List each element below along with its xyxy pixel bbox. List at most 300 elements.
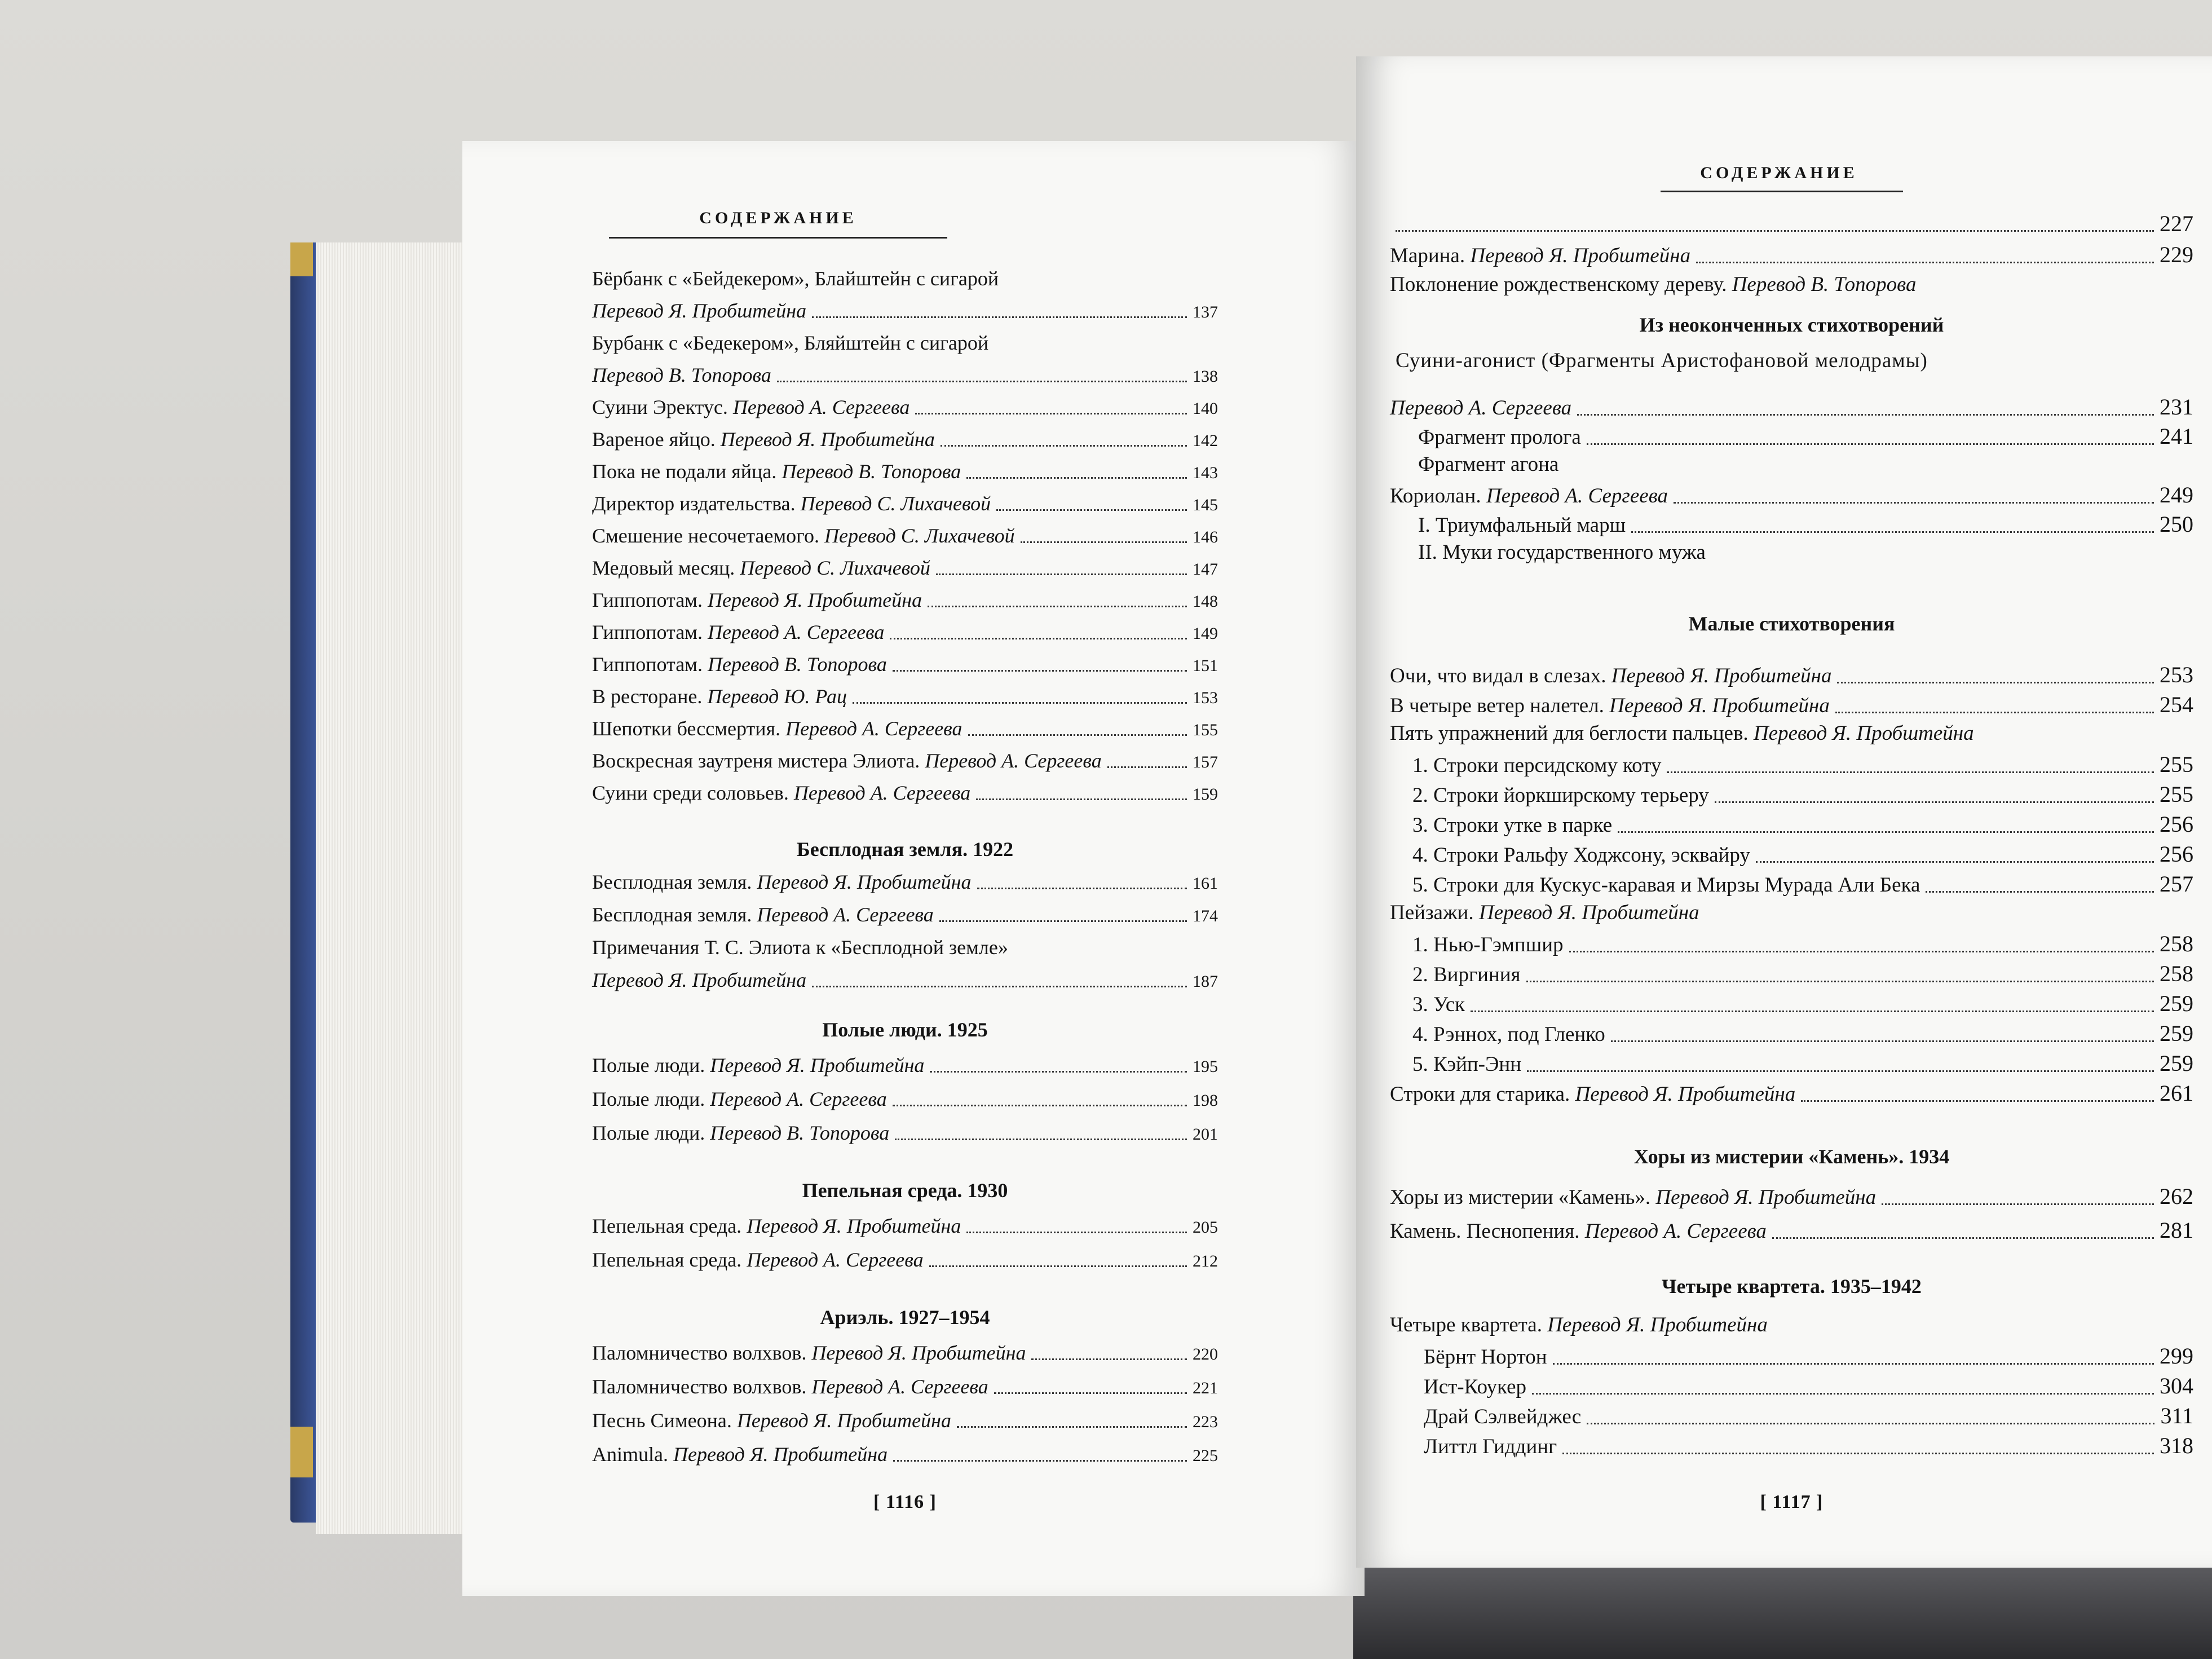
entry-name: Бесплодная земля. <box>592 903 752 926</box>
dot-leader <box>930 1071 1187 1073</box>
page-number-folio: [ 1116 ] <box>873 1492 937 1512</box>
entry-translator: Перевод А. Сергеева <box>1584 1220 1767 1243</box>
entry-name: Примечания Т. С. Элиота к «Бесплодной земле» <box>592 936 1008 959</box>
entry-translator: Перевод Ю. Рац <box>707 685 847 708</box>
entry-page-number: 146 <box>1193 528 1218 546</box>
entry-title <box>592 750 1102 773</box>
entry-name: Бёрбанк с «Бейдекером», Блайштейн с сигарой <box>592 267 999 290</box>
entry-title <box>1412 994 1465 1017</box>
section-heading: Пепельная среда. 1930 <box>802 1179 1008 1202</box>
dot-leader <box>1532 1393 2154 1395</box>
entry-name: II. Муки государственного мужа <box>1418 541 1706 564</box>
entry-title <box>1390 485 1668 508</box>
entry-page-number: 155 <box>1193 721 1218 739</box>
entry-title <box>592 1444 888 1466</box>
entry-title <box>592 300 806 323</box>
dot-leader <box>915 413 1187 414</box>
toc-entry <box>1390 483 2193 508</box>
dot-leader <box>939 920 1187 922</box>
entry-title <box>592 364 771 387</box>
entry-translator: Перевод В. Топорова <box>1732 273 1917 296</box>
entry-translator: Перевод А. Сергеева <box>707 621 885 643</box>
toc-entry <box>592 937 1218 959</box>
entry-title <box>1390 1186 1876 1210</box>
entry-translator: Перевод А. Сергеева <box>757 903 934 926</box>
entry-page-number: 198 <box>1193 1091 1218 1110</box>
entry-page-number: 299 <box>2160 1343 2193 1369</box>
dot-leader <box>893 1460 1187 1462</box>
dot-leader <box>1801 1100 2154 1102</box>
page-header: СОДЕРЖАНИЕ <box>699 209 857 227</box>
toc-entry <box>1412 1051 2193 1076</box>
entry-translator: Перевод А. Сергеева <box>925 749 1102 772</box>
entry-translator: Перевод Я. Пробштейна <box>811 1342 1026 1364</box>
right-page <box>1356 56 2212 1568</box>
toc-entry <box>592 1215 1218 1238</box>
entry-name: Бурбанк с «Бедекером», Бляйштейн с сигарой <box>592 332 989 354</box>
entry-page-number: 227 <box>2160 211 2193 236</box>
entry-title <box>592 525 1015 548</box>
entry-name: Пепельная среда. <box>592 1215 742 1237</box>
entry-page-number: 256 <box>2160 811 2193 837</box>
dot-leader <box>1837 682 2154 683</box>
entry-title <box>592 1054 924 1077</box>
toc-entry <box>592 557 1218 580</box>
entry-translator: Перевод Я. Пробштейна <box>736 1409 951 1432</box>
entry-title <box>1390 722 1974 745</box>
dot-leader <box>968 734 1187 736</box>
entry-translator: Перевод А. Сергеева <box>710 1088 887 1110</box>
dot-leader <box>777 381 1187 382</box>
dot-leader <box>977 888 1187 889</box>
page-number-folio: [ 1117 ] <box>1760 1492 1824 1512</box>
toc-entry <box>1390 663 2193 688</box>
toc-entry <box>1412 991 2193 1017</box>
entry-title <box>1424 1376 1526 1399</box>
dot-leader <box>1587 443 2154 445</box>
entry-name: 5. Кэйп-Энн <box>1412 1053 1522 1076</box>
entry-page-number: 221 <box>1193 1379 1218 1397</box>
toc-entry <box>592 300 1218 323</box>
dot-leader <box>1031 1358 1187 1360</box>
entry-translator: Перевод Я. Пробштейна <box>1655 1186 1877 1209</box>
entry-name: Пока не подали яйца. <box>592 460 777 483</box>
dot-leader <box>1756 861 2154 863</box>
entry-name: Ист-Коукер <box>1424 1375 1527 1398</box>
toc-entry <box>592 364 1218 387</box>
dot-leader <box>966 477 1187 479</box>
entry-title <box>1424 1406 1581 1429</box>
entry-translator: Перевод Я. Пробштейна <box>1470 244 1691 267</box>
entry-translator: Перевод Я. Пробштейна <box>720 428 935 451</box>
entry-name: Суини среди соловьев. <box>592 782 789 804</box>
entry-title <box>592 1410 951 1432</box>
entry-title <box>1412 1053 1521 1076</box>
toc-entry <box>1424 1404 2193 1429</box>
entry-name: Фрагмент агона <box>1418 453 1559 476</box>
dot-leader <box>1471 1011 2154 1012</box>
toc-entry <box>592 332 1218 355</box>
entry-page-number: 157 <box>1193 753 1218 771</box>
entry-title <box>592 396 909 419</box>
entry-title <box>592 1342 1026 1365</box>
toc-entry <box>1390 242 2193 268</box>
entry-translator: Перевод А. Сергеева <box>785 717 962 740</box>
header-rule <box>1661 191 1903 192</box>
toc-entry <box>1412 752 2193 778</box>
entry-page-number: 254 <box>2160 692 2193 717</box>
dot-leader <box>1526 981 2154 982</box>
entry-translator: Перевод С. Лихачевой <box>824 524 1015 547</box>
entry-name: Хоры из мистерии «Камень». <box>1390 1186 1651 1209</box>
entry-name: 4. Строки Ральфу Ходжсону, эсквайру <box>1412 844 1750 867</box>
toc-entry <box>1390 1081 2193 1106</box>
toc-entry <box>592 782 1218 805</box>
entry-title <box>592 1122 889 1145</box>
entry-page-number: 318 <box>2160 1433 2193 1458</box>
entry-title <box>592 718 962 740</box>
entry-name: Гиппопотам. <box>592 589 703 611</box>
entry-name: Литтл Гиддинг <box>1424 1435 1557 1458</box>
dot-leader <box>1715 801 2154 803</box>
toc-entry <box>592 493 1218 515</box>
toc-entry <box>1412 812 2193 837</box>
dot-leader <box>1835 712 2154 713</box>
entry-title <box>592 1249 924 1272</box>
toc-entry <box>592 268 1218 290</box>
dot-leader <box>1553 1363 2154 1365</box>
book-base-shadow <box>1353 1568 2212 1659</box>
entry-name: Бесплодная земля. <box>592 871 752 893</box>
dot-leader <box>928 606 1187 607</box>
entry-title <box>592 686 847 708</box>
entry-title <box>592 621 884 644</box>
entry-title <box>1412 844 1750 867</box>
toc-entry <box>592 904 1218 926</box>
toc-entry <box>1390 1218 2193 1243</box>
entry-page-number: 212 <box>1193 1252 1218 1270</box>
entry-name: Четыре квартета. <box>1390 1313 1542 1336</box>
entry-title <box>592 871 972 894</box>
entry-page-number: 261 <box>2160 1080 2193 1106</box>
dot-leader <box>1107 766 1187 768</box>
entry-page-number: 140 <box>1193 399 1218 418</box>
entry-translator: Перевод Я. Пробштейна <box>1547 1313 1768 1336</box>
entry-page-number: 187 <box>1193 972 1218 991</box>
entry-page-number: 149 <box>1193 624 1218 643</box>
entry-translator: Перевод Я. Пробштейна <box>673 1443 888 1466</box>
entry-page-number: 255 <box>2160 782 2193 807</box>
entry-name: В четыре ветер налетел. <box>1390 694 1604 717</box>
entry-name: Очи, что видал в слезах. <box>1390 664 1606 687</box>
entry-title <box>1390 273 1916 297</box>
page-header: СОДЕРЖАНИЕ <box>1700 164 1858 182</box>
entry-page-number: 201 <box>1193 1125 1218 1144</box>
entry-name: Фрагмент пролога <box>1418 426 1581 449</box>
page-edges-left <box>316 242 468 1534</box>
dot-leader <box>893 1105 1187 1106</box>
entry-title <box>1390 397 1571 420</box>
dot-leader <box>1569 951 2154 952</box>
entry-name: Пейзажи. <box>1390 901 1474 924</box>
entry-name: 3. Строки утке в парке <box>1412 814 1613 837</box>
entry-page-number: 311 <box>2160 1403 2193 1428</box>
entry-page-number: 161 <box>1193 874 1218 893</box>
toc-entry <box>592 686 1218 708</box>
entry-title <box>1390 665 1831 688</box>
toc-entry <box>592 654 1218 676</box>
entry-page-number: 137 <box>1193 303 1218 321</box>
toc-entry <box>592 1376 1218 1398</box>
toc-entry <box>592 1342 1218 1365</box>
entry-title <box>1390 1314 1768 1337</box>
entry-page-number: 151 <box>1193 656 1218 675</box>
dot-leader <box>1577 414 2154 416</box>
entry-page-number: 249 <box>2160 482 2193 508</box>
toc-entry <box>1418 424 2193 449</box>
entry-title <box>592 493 991 515</box>
toc-entry <box>592 871 1218 894</box>
section-heading: Малые стихотворения <box>1688 612 1895 635</box>
toc-entry <box>592 969 1218 992</box>
section-heading: Бесплодная земля. 1922 <box>796 838 1014 861</box>
toc-entry <box>592 718 1218 740</box>
entry-name: Бёрнт Нортон <box>1424 1345 1547 1369</box>
entry-page-number: 256 <box>2160 841 2193 867</box>
entry-title <box>592 904 934 926</box>
toc-entry <box>1424 1374 2193 1399</box>
entry-title <box>592 268 999 290</box>
section-heading: Хоры из мистерии «Камень». 1934 <box>1633 1145 1950 1168</box>
entry-page-number: 153 <box>1193 689 1218 707</box>
entry-name: Поклонение рождественскому дереву. <box>1390 273 1727 296</box>
toc-entry <box>1418 541 2193 564</box>
entry-translator: Перевод С. Лихачевой <box>800 492 991 515</box>
entry-name: Песнь Симеона. <box>592 1409 732 1432</box>
entry-translator: Перевод А. Сергеева <box>1486 484 1668 508</box>
entry-page-number: 257 <box>2160 871 2193 897</box>
entry-name: Строки для старика. <box>1390 1083 1570 1106</box>
toc-entry <box>1412 932 2193 957</box>
entry-title <box>1390 695 1830 718</box>
entry-page-number: 259 <box>2160 991 2193 1016</box>
entry-translator: Перевод В. Топорова <box>707 653 887 676</box>
entry-translator: Перевод А. Сергеева <box>811 1375 988 1398</box>
toc-entry <box>1390 692 2193 718</box>
entry-translator: Перевод Я. Пробштейна <box>707 589 922 611</box>
entry-page-number: 250 <box>2160 511 2193 537</box>
entry-name: 1. Строки персидскому коту <box>1412 754 1662 777</box>
entry-translator: Перевод Я. Пробштейна <box>1478 901 1699 924</box>
cover-gilt-corner-top <box>290 242 313 276</box>
toc-entry <box>1412 782 2193 808</box>
dot-leader <box>1587 1423 2154 1424</box>
dot-leader <box>936 573 1187 575</box>
dot-leader <box>996 509 1187 511</box>
entry-name: Полые люди. <box>592 1122 705 1144</box>
entry-name: Марина. <box>1390 244 1465 267</box>
toc-entry <box>1390 722 2193 745</box>
entry-page-number: 138 <box>1193 367 1218 386</box>
toc-entry <box>1412 1021 2193 1047</box>
toc-entry <box>592 1054 1218 1077</box>
entry-name: Медовый месяц. <box>592 557 735 579</box>
dot-leader <box>1696 262 2154 263</box>
entry-name: Полые люди. <box>592 1088 705 1110</box>
section-heading: Ариэль. 1927–1954 <box>820 1306 990 1329</box>
section-heading: Полые люди. 1925 <box>822 1018 988 1041</box>
entry-translator: Перевод А. Сергеева <box>793 782 971 804</box>
dot-leader <box>1667 771 2154 773</box>
entry-title <box>592 782 970 805</box>
dot-leader <box>976 798 1187 800</box>
toc-entry <box>1418 453 2193 476</box>
entry-name: Воскресная заутреня мистера Элиота. <box>592 749 920 772</box>
dot-leader <box>1527 1070 2154 1072</box>
dot-leader <box>941 445 1187 447</box>
entry-page-number: 223 <box>1193 1413 1218 1431</box>
entry-name: Шепотки бессмертия. <box>592 717 781 740</box>
toc-entry <box>592 621 1218 644</box>
toc-entry <box>1390 1314 2193 1337</box>
dot-leader <box>1772 1237 2154 1239</box>
toc-entry <box>592 429 1218 451</box>
toc-entry <box>592 396 1218 419</box>
entry-translator: Перевод Я. Пробштейна <box>747 1215 961 1237</box>
toc-entry <box>1390 273 2193 297</box>
entry-translator: Перевод Я. Пробштейна <box>1609 694 1830 717</box>
entry-title <box>1418 541 1706 564</box>
entry-title <box>1390 1220 1767 1243</box>
entry-page-number: 258 <box>2160 961 2193 986</box>
entry-name: 5. Строки для Кускус-каравая и Мирзы Мурада Али Бека <box>1412 873 1920 897</box>
entry-name: Гиппопотам. <box>592 621 703 643</box>
entry-page-number: 241 <box>2160 423 2193 449</box>
toc-entry <box>1390 902 2193 925</box>
entry-title <box>1390 245 1690 268</box>
entry-name: Пепельная среда. <box>592 1248 742 1271</box>
entry-translator: Перевод Я. Пробштейна <box>1575 1083 1796 1106</box>
toc-entry <box>592 461 1218 483</box>
entry-page-number: 229 <box>2160 242 2193 267</box>
entry-translator: Перевод В. Топорова <box>592 364 771 386</box>
dot-leader <box>1396 230 2154 232</box>
dot-leader <box>1618 831 2154 833</box>
entry-page-number: 205 <box>1193 1218 1218 1237</box>
dot-leader <box>812 986 1187 987</box>
entry-translator: Перевод Я. Пробштейна <box>710 1054 925 1076</box>
entry-title <box>1424 1436 1557 1459</box>
entry-title <box>1424 1346 1547 1369</box>
entry-page-number: 225 <box>1193 1446 1218 1465</box>
entry-name: Полые люди. <box>592 1054 705 1076</box>
entry-name: 1. Нью-Гэмпшир <box>1412 933 1564 956</box>
entry-page-number: 174 <box>1193 907 1218 925</box>
dot-leader <box>895 1139 1187 1140</box>
entry-title <box>1412 784 1709 808</box>
entry-translator: Перевод А. Сергеева <box>747 1248 924 1271</box>
entry-title <box>592 332 988 355</box>
dot-leader <box>1631 531 2154 533</box>
entry-page-number: 195 <box>1193 1057 1218 1076</box>
dot-leader <box>893 670 1187 672</box>
subsection-title: Суини-агонист (Фрагменты Аристофановой мелодрамы) <box>1396 349 1928 372</box>
dot-leader <box>1674 502 2154 504</box>
entry-page-number: 220 <box>1193 1345 1218 1364</box>
dot-leader <box>853 702 1187 704</box>
entry-page-number: 142 <box>1193 431 1218 450</box>
header-rule <box>609 237 947 239</box>
entry-title <box>1418 426 1581 449</box>
entry-title <box>1418 514 1626 537</box>
toc-entry <box>1424 1433 2193 1459</box>
entry-name: Драй Сэлвейджес <box>1424 1405 1582 1428</box>
dot-leader <box>1021 541 1187 543</box>
entry-translator: Перевод С. Лихачевой <box>740 557 930 579</box>
entry-page-number: 259 <box>2160 1051 2193 1076</box>
entry-title <box>592 1088 887 1111</box>
entry-page-number: 259 <box>2160 1021 2193 1046</box>
entry-page-number: 148 <box>1193 592 1218 611</box>
entry-title <box>592 654 887 676</box>
dot-leader <box>1611 1040 2154 1042</box>
dot-leader <box>1926 891 2154 893</box>
entry-name: Суини Эректус. <box>592 396 728 418</box>
toc-entry <box>592 1249 1218 1272</box>
cover-gilt-corner-bottom <box>290 1427 313 1477</box>
entry-page-number: 231 <box>2160 394 2193 420</box>
entry-title <box>592 461 961 483</box>
entry-page-number: 304 <box>2160 1373 2193 1398</box>
entry-name: В ресторане. <box>592 685 703 708</box>
toc-entry <box>592 750 1218 773</box>
toc-entry <box>1412 961 2193 987</box>
dot-leader <box>812 316 1187 318</box>
toc-entry <box>592 1410 1218 1432</box>
entry-title <box>592 1376 988 1398</box>
entry-title <box>592 1215 961 1238</box>
entry-title <box>592 429 935 451</box>
toc-entry <box>1418 512 2193 537</box>
toc-entry <box>1390 211 2193 236</box>
entry-title <box>592 969 806 992</box>
entry-name: Вареное яйцо. <box>592 428 716 451</box>
entry-name: Кориолан. <box>1390 484 1481 508</box>
entry-name: Камень. Песнопения. <box>1390 1220 1580 1243</box>
entry-title <box>592 589 922 612</box>
toc-entry <box>592 1444 1218 1466</box>
dot-leader <box>994 1392 1187 1394</box>
section-heading: Из неоконченных стихотворений <box>1639 314 1944 336</box>
entry-title <box>1390 902 1699 925</box>
dot-leader <box>1562 1453 2154 1454</box>
entry-translator: Перевод А. Сергеева <box>732 396 910 418</box>
entry-name: 3. Уск <box>1412 993 1465 1016</box>
entry-translator: Перевод Я. Пробштейна <box>592 969 807 991</box>
entry-name: Паломничество волхвов. <box>592 1375 807 1398</box>
entry-title <box>1412 814 1612 837</box>
entry-name: Директор издательства. <box>592 492 796 515</box>
entry-name: 2. Виргиния <box>1412 963 1521 986</box>
toc-entry <box>592 589 1218 612</box>
entry-translator: Перевод В. Топорова <box>710 1122 890 1144</box>
entry-title <box>1390 1083 1795 1106</box>
entry-title <box>1412 934 1564 957</box>
entry-name: Гиппопотам. <box>592 653 703 676</box>
entry-title <box>1412 964 1521 987</box>
entry-name: Смешение несочетаемого. <box>592 524 820 547</box>
entry-page-number: 147 <box>1193 560 1218 579</box>
